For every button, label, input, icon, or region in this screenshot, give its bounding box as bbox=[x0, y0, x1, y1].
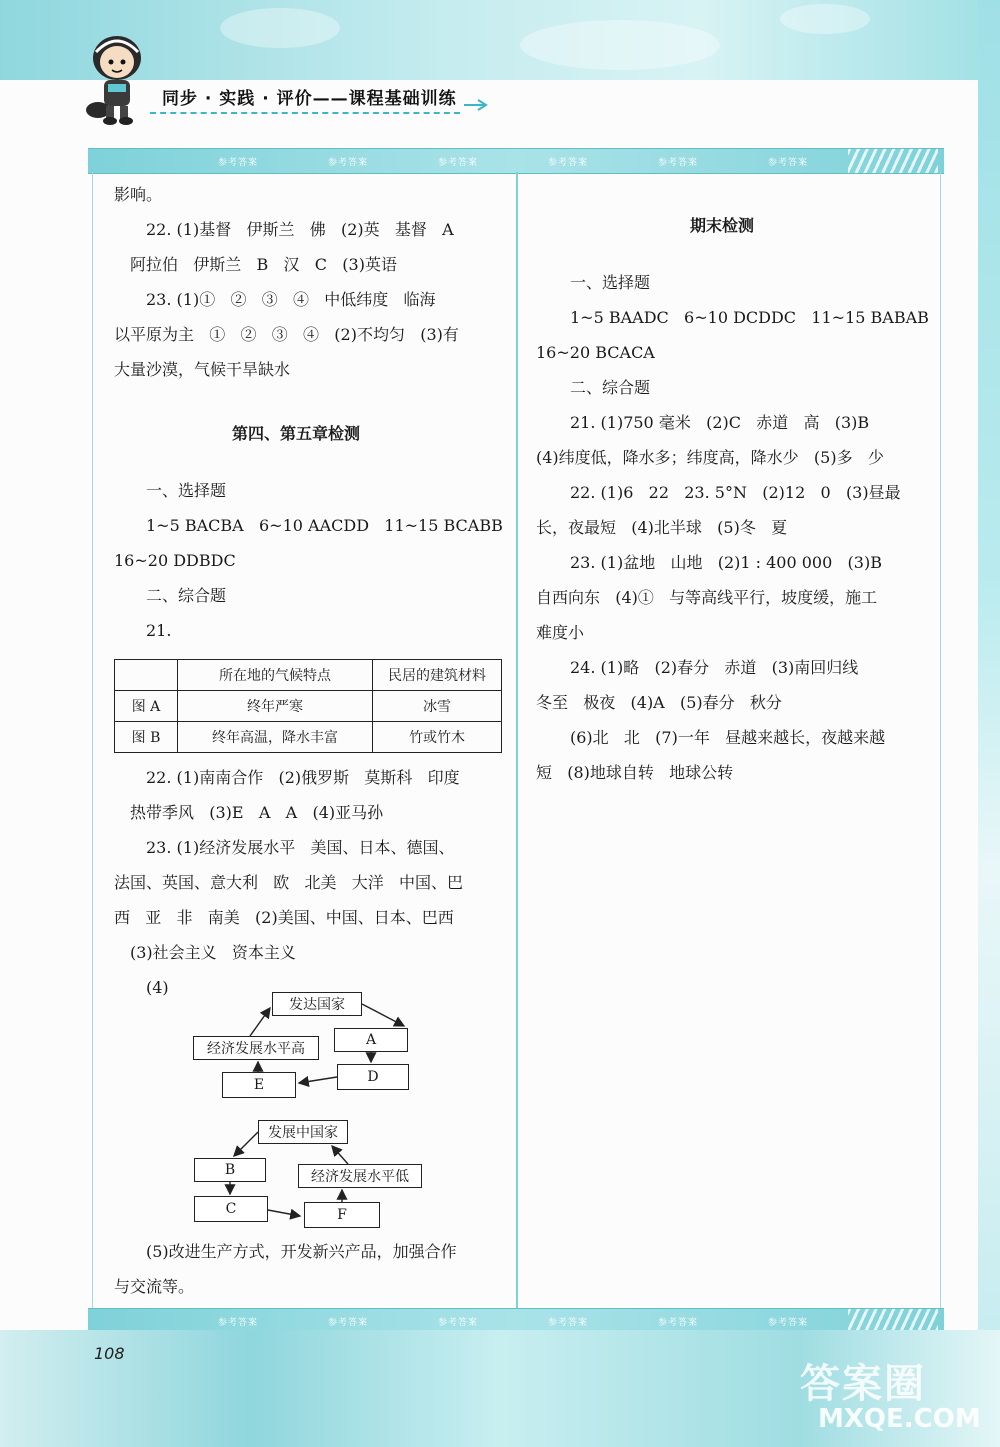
left-line: 西 亚 非 南美 (2)美国、中国、日本、巴西 bbox=[114, 908, 454, 927]
question-21: 21. bbox=[146, 621, 172, 640]
band-tag: 参考答案 bbox=[438, 158, 479, 168]
right-line: 23. (1)盆地 山地 (2)1 : 400 000 (3)B bbox=[570, 553, 882, 572]
left-line: 22. (1)南南合作 (2)俄罗斯 莫斯科 印度 bbox=[146, 768, 460, 787]
box-d: D bbox=[337, 1064, 409, 1090]
table-cell: 终年严寒 bbox=[178, 691, 373, 722]
table-cell: 竹或竹木 bbox=[373, 722, 502, 753]
right-line: 难度小 bbox=[536, 623, 585, 642]
comp-heading: 二、综合题 bbox=[570, 378, 651, 397]
mc-heading: 一、选择题 bbox=[146, 481, 227, 500]
right-line: 冬至 极夜 (4)A (5)春分 秋分 bbox=[536, 693, 782, 712]
left-line: (3)社会主义 资本主义 bbox=[130, 943, 296, 962]
band-tag: 参考答案 bbox=[218, 1318, 259, 1328]
box-a: A bbox=[334, 1028, 408, 1052]
left-line: 影响。 bbox=[114, 185, 163, 204]
left-line: 23. (1)① ② ③ ④ 中低纬度 临海 bbox=[146, 290, 436, 309]
left-line: 阿拉伯 伊斯兰 B 汉 C (3)英语 bbox=[130, 255, 397, 274]
box-b: B bbox=[194, 1158, 266, 1182]
table-cell: 图 B bbox=[115, 722, 178, 753]
box-e: E bbox=[222, 1072, 296, 1098]
left-line: 大量沙漠，气候干旱缺水 bbox=[114, 360, 291, 379]
table-cell: 民居的建筑材料 bbox=[373, 660, 502, 691]
box-c: C bbox=[194, 1196, 268, 1222]
comp-heading: 二、综合题 bbox=[146, 586, 227, 605]
band-tag: 参考答案 bbox=[548, 1318, 589, 1328]
developing-countries-box: 发展中国家 bbox=[258, 1120, 348, 1144]
band-tag: 参考答案 bbox=[768, 1318, 809, 1328]
right-line: 22. (1)6 22 23. 5°N (2)12 0 (3)昼最 bbox=[570, 483, 901, 502]
page-number: 108 bbox=[94, 1344, 125, 1363]
band-tag: 参考答案 bbox=[658, 1318, 699, 1328]
right-line: 24. (1)略 (2)春分 赤道 (3)南回归线 bbox=[570, 658, 859, 677]
mc-answers: 16~20 BCACA bbox=[536, 343, 655, 362]
watermark-url: MXQE.COM bbox=[818, 1404, 981, 1434]
right-line: 长，夜最短 (4)北半球 (5)冬 夏 bbox=[536, 518, 788, 537]
mc-heading: 一、选择题 bbox=[570, 273, 651, 292]
band-tag: 参考答案 bbox=[218, 158, 259, 168]
right-line: 自西向东 (4)① 与等高线平行，坡度缓，施工 bbox=[536, 588, 878, 607]
right-line: 短 (8)地球自转 地球公转 bbox=[536, 763, 734, 782]
left-line: 以平原为主 ① ② ③ ④ (2)不均匀 (3)有 bbox=[114, 325, 459, 344]
section-title-ch4-5: 第四、第五章检测 bbox=[232, 424, 361, 443]
left-line: 法国、英国、意大利 欧 北美 大洋 中国、巴 bbox=[114, 873, 464, 892]
band-tag: 参考答案 bbox=[328, 1318, 369, 1328]
left-line: 热带季风 (3)E A A (4)亚马孙 bbox=[130, 803, 384, 822]
band-tag: 参考答案 bbox=[768, 158, 809, 168]
band-tag: 参考答案 bbox=[438, 1318, 479, 1328]
table-cell: 图 A bbox=[115, 691, 178, 722]
left-line: 22. (1)基督 伊斯兰 佛 (2)英 基督 A bbox=[146, 220, 454, 239]
box-f: F bbox=[304, 1202, 380, 1228]
section-title-final-exam: 期末检测 bbox=[690, 216, 755, 235]
band-tag: 参考答案 bbox=[328, 158, 369, 168]
header-title: 同步 · 实践 · 评价——课程基础训练 bbox=[162, 89, 457, 109]
low-development-box: 经济发展水平低 bbox=[298, 1164, 422, 1188]
right-line: (4)纬度低，降水多；纬度高，降水少 (5)多 少 bbox=[536, 448, 884, 467]
table-cell: 终年高温，降水丰富 bbox=[178, 722, 373, 753]
table-cell: 所在地的气候特点 bbox=[178, 660, 373, 691]
high-development-box: 经济发展水平高 bbox=[193, 1036, 319, 1060]
left-line: 与交流等。 bbox=[114, 1277, 195, 1296]
table-cell: 冰雪 bbox=[373, 691, 502, 722]
band-tag: 参考答案 bbox=[548, 158, 589, 168]
developed-countries-box: 发达国家 bbox=[272, 992, 362, 1016]
mc-answers: 16~20 DDBDC bbox=[114, 551, 236, 570]
watermark-logo: 答案圈 bbox=[800, 1361, 926, 1407]
left-line: (5)改进生产方式，开发新兴产品，加强合作 bbox=[146, 1242, 457, 1261]
left-line: 23. (1)经济发展水平 美国、日本、德国、 bbox=[146, 838, 455, 857]
left-line: (4) bbox=[146, 978, 169, 997]
mc-answers: 1~5 BAADC 6~10 DCDDC 11~15 BABAB bbox=[570, 308, 929, 327]
band-tag: 参考答案 bbox=[658, 158, 699, 168]
right-line: 21. (1)750 毫米 (2)C 赤道 高 (3)B bbox=[570, 413, 870, 432]
mc-answers: 1~5 BACBA 6~10 AACDD 11~15 BCABB bbox=[146, 516, 503, 535]
right-line: (6)北 北 (7)一年 昼越来越长，夜越来越 bbox=[570, 728, 886, 747]
